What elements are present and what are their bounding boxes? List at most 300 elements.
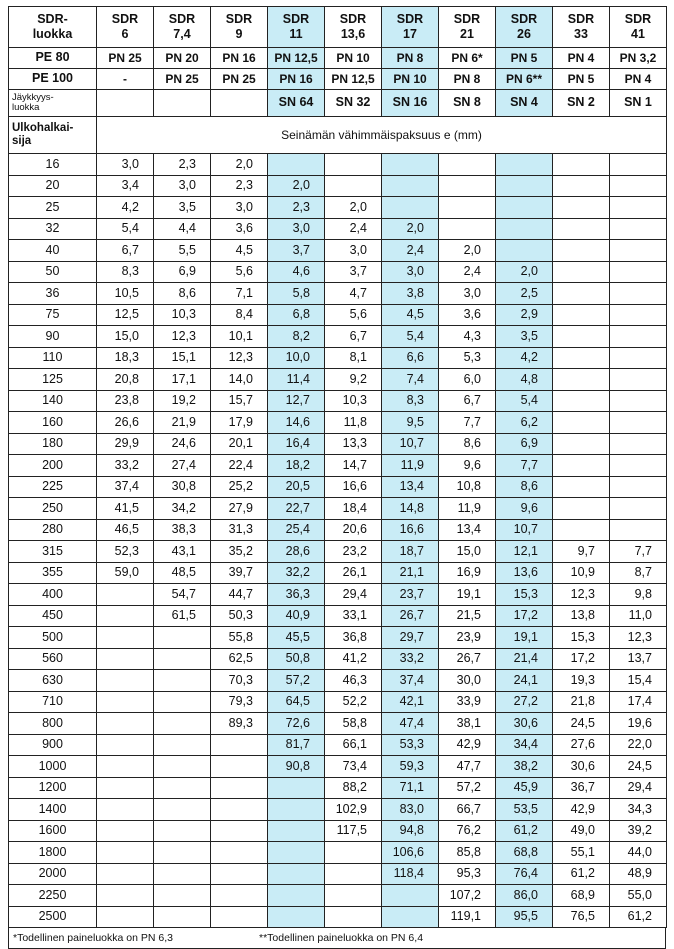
wall-thickness-cell — [610, 154, 667, 176]
wall-thickness-cell: 5,5 — [154, 240, 211, 262]
wall-thickness-cell — [610, 326, 667, 348]
wall-thickness-cell — [553, 390, 610, 412]
wall-thickness-cell: 12,3 — [610, 627, 667, 649]
wall-thickness-cell — [97, 648, 154, 670]
wall-thickness-cell: 5,6 — [211, 261, 268, 283]
wall-thickness-cell: 4,4 — [154, 218, 211, 240]
wall-thickness-cell: 2,4 — [382, 240, 439, 262]
outer-diameter-cell: 2250 — [9, 885, 97, 907]
sdr-header-17 — [382, 7, 439, 48]
table-row — [9, 154, 667, 176]
stiffness-sn-cell — [154, 90, 211, 117]
wall-thickness-caption: Seinämän vähimmäispaksuus e (mm) — [97, 117, 667, 154]
wall-thickness-cell — [439, 197, 496, 219]
wall-thickness-cell — [553, 261, 610, 283]
wall-thickness-cell: 6,0 — [439, 369, 496, 391]
wall-thickness-cell: 21,5 — [439, 605, 496, 627]
wall-thickness-cell: 13,6 — [496, 562, 553, 584]
wall-thickness-cell — [496, 154, 553, 176]
wall-thickness-cell — [154, 906, 211, 928]
pe100-pn-cell: PN 16 — [268, 69, 325, 90]
wall-thickness-cell — [211, 734, 268, 756]
outer-diameter-cell: 180 — [9, 433, 97, 455]
outer-diameter-cell: 20 — [9, 175, 97, 197]
sdr-header-26 — [496, 7, 553, 48]
wall-thickness-cell: 66,1 — [325, 734, 382, 756]
wall-thickness-cell — [211, 799, 268, 821]
wall-thickness-cell — [382, 154, 439, 176]
wall-thickness-cell: 12,7 — [268, 390, 325, 412]
pe100-pn-cell: PN 25 — [154, 69, 211, 90]
wall-thickness-cell: 24,5 — [610, 756, 667, 778]
wall-thickness-cell: 16,4 — [268, 433, 325, 455]
wall-thickness-cell: 7,7 — [496, 455, 553, 477]
wall-thickness-cell — [154, 820, 211, 842]
wall-thickness-cell: 28,6 — [268, 541, 325, 563]
wall-thickness-cell: 50,3 — [211, 605, 268, 627]
wall-thickness-cell: 4,5 — [211, 240, 268, 262]
wall-thickness-cell: 30,8 — [154, 476, 211, 498]
wall-thickness-cell — [382, 885, 439, 907]
wall-thickness-cell: 2,0 — [496, 261, 553, 283]
wall-thickness-cell: 102,9 — [325, 799, 382, 821]
table-row — [9, 541, 667, 563]
wall-thickness-cell: 61,2 — [496, 820, 553, 842]
table-row — [9, 820, 667, 842]
wall-thickness-cell: 24,1 — [496, 670, 553, 692]
table-row — [9, 863, 667, 885]
wall-thickness-cell: 3,6 — [211, 218, 268, 240]
wall-thickness-cell: 38,1 — [439, 713, 496, 735]
wall-thickness-cell — [97, 863, 154, 885]
sdr-header-6 — [97, 7, 154, 48]
wall-thickness-cell — [154, 670, 211, 692]
wall-thickness-cell: 19,2 — [154, 390, 211, 412]
wall-thickness-cell: 3,4 — [97, 175, 154, 197]
wall-thickness-cell — [97, 627, 154, 649]
table-row — [9, 390, 667, 412]
wall-thickness-cell: 33,1 — [325, 605, 382, 627]
wall-thickness-cell — [439, 154, 496, 176]
wall-thickness-cell: 10,1 — [211, 326, 268, 348]
table-row — [9, 799, 667, 821]
pe100-row — [9, 69, 667, 90]
sdr-header-top: SDR — [168, 12, 196, 26]
wall-thickness-cell: 2,3 — [268, 197, 325, 219]
wall-thickness-cell — [211, 842, 268, 864]
wall-thickness-cell — [97, 756, 154, 778]
wall-thickness-cell: 20,1 — [211, 433, 268, 455]
outer-diameter-cell: 40 — [9, 240, 97, 262]
wall-thickness-cell: 29,9 — [97, 433, 154, 455]
wall-thickness-cell: 33,2 — [97, 455, 154, 477]
wall-thickness-cell: 22,7 — [268, 498, 325, 520]
wall-thickness-cell: 15,3 — [553, 627, 610, 649]
wall-thickness-cell — [268, 777, 325, 799]
stiffness-class-label — [9, 90, 97, 117]
wall-thickness-cell: 42,1 — [382, 691, 439, 713]
wall-thickness-cell — [439, 218, 496, 240]
wall-thickness-cell: 34,4 — [496, 734, 553, 756]
wall-thickness-cell: 3,7 — [325, 261, 382, 283]
table-row — [9, 218, 667, 240]
wall-thickness-cell: 17,2 — [553, 648, 610, 670]
stiffness-sn-cell — [97, 90, 154, 117]
wall-thickness-cell — [610, 261, 667, 283]
pe100-pn-cell: PN 6** — [496, 69, 553, 90]
pe80-pn-cell: PN 20 — [154, 48, 211, 69]
wall-thickness-cell: 15,7 — [211, 390, 268, 412]
table-row — [9, 197, 667, 219]
wall-thickness-cell: 19,6 — [610, 713, 667, 735]
table-row — [9, 842, 667, 864]
wall-thickness-cell: 8,6 — [496, 476, 553, 498]
outer-diameter-cell: 200 — [9, 455, 97, 477]
wall-thickness-cell — [211, 906, 268, 928]
table-row — [9, 304, 667, 326]
wall-thickness-cell — [154, 863, 211, 885]
wall-thickness-cell — [268, 906, 325, 928]
outer-diameter-cell: 280 — [9, 519, 97, 541]
wall-thickness-cell: 48,5 — [154, 562, 211, 584]
wall-thickness-cell — [610, 283, 667, 305]
wall-thickness-cell: 66,7 — [439, 799, 496, 821]
wall-thickness-cell: 9,6 — [439, 455, 496, 477]
pe80-pn-cell: PN 4 — [553, 48, 610, 69]
wall-thickness-cell — [553, 240, 610, 262]
wall-thickness-cell — [325, 154, 382, 176]
sdr-class-label — [9, 7, 97, 48]
wall-thickness-cell: 25,4 — [268, 519, 325, 541]
wall-thickness-cell — [496, 240, 553, 262]
wall-thickness-table — [8, 6, 667, 928]
outer-diameter-cell: 400 — [9, 584, 97, 606]
wall-thickness-cell: 8,3 — [97, 261, 154, 283]
table-row — [9, 240, 667, 262]
table-row — [9, 283, 667, 305]
wall-thickness-cell: 24,5 — [553, 713, 610, 735]
wall-thickness-cell — [553, 283, 610, 305]
wall-thickness-cell — [211, 756, 268, 778]
wall-thickness-cell — [610, 175, 667, 197]
wall-thickness-cell: 59,3 — [382, 756, 439, 778]
wall-thickness-cell: 8,7 — [610, 562, 667, 584]
wall-thickness-cell — [553, 218, 610, 240]
wall-thickness-cell: 23,8 — [97, 390, 154, 412]
wall-thickness-cell: 26,7 — [439, 648, 496, 670]
wall-thickness-cell: 15,3 — [496, 584, 553, 606]
wall-thickness-cell — [268, 885, 325, 907]
wall-thickness-cell: 3,0 — [439, 283, 496, 305]
wall-thickness-cell — [154, 756, 211, 778]
wall-thickness-cell: 32,2 — [268, 562, 325, 584]
wall-thickness-cell: 42,9 — [439, 734, 496, 756]
pe80-row — [9, 48, 667, 69]
outer-diameter-cell: 250 — [9, 498, 97, 520]
wall-thickness-cell: 55,0 — [610, 885, 667, 907]
wall-thickness-cell: 10,0 — [268, 347, 325, 369]
stiffness-sn-cell: SN 16 — [382, 90, 439, 117]
wall-thickness-cell: 10,3 — [154, 304, 211, 326]
wall-thickness-cell: 17,2 — [496, 605, 553, 627]
wall-thickness-cell — [610, 347, 667, 369]
wall-thickness-cell: 18,3 — [97, 347, 154, 369]
wall-thickness-cell: 25,2 — [211, 476, 268, 498]
wall-thickness-cell: 55,8 — [211, 627, 268, 649]
pipe-dimension-table-sheet — [8, 6, 666, 949]
wall-thickness-cell — [97, 842, 154, 864]
outer-diameter-cell: 32 — [9, 218, 97, 240]
wall-thickness-cell: 83,0 — [382, 799, 439, 821]
wall-thickness-cell: 50,8 — [268, 648, 325, 670]
stiffness-sn-cell: SN 8 — [439, 90, 496, 117]
wall-thickness-cell: 29,4 — [610, 777, 667, 799]
wall-thickness-cell — [154, 627, 211, 649]
wall-thickness-cell: 2,0 — [439, 240, 496, 262]
wall-thickness-cell: 34,2 — [154, 498, 211, 520]
wall-thickness-cell — [268, 154, 325, 176]
table-row — [9, 347, 667, 369]
outer-diameter-cell: 1600 — [9, 820, 97, 842]
pe100-pn-cell: PN 8 — [439, 69, 496, 90]
wall-thickness-cell: 10,7 — [496, 519, 553, 541]
wall-thickness-cell: 53,3 — [382, 734, 439, 756]
wall-thickness-cell: 4,7 — [325, 283, 382, 305]
wall-thickness-cell: 59,0 — [97, 562, 154, 584]
sdr-header-41 — [610, 7, 667, 48]
wall-thickness-cell: 3,8 — [382, 283, 439, 305]
wall-thickness-cell: 117,5 — [325, 820, 382, 842]
pe80-pn-cell: PN 6* — [439, 48, 496, 69]
pe80-pn-cell: PN 25 — [97, 48, 154, 69]
wall-thickness-cell — [553, 197, 610, 219]
wall-thickness-cell — [553, 498, 610, 520]
wall-thickness-cell — [496, 218, 553, 240]
wall-thickness-cell: 17,4 — [610, 691, 667, 713]
wall-thickness-cell: 53,5 — [496, 799, 553, 821]
wall-thickness-cell: 49,0 — [553, 820, 610, 842]
wall-thickness-cell — [154, 648, 211, 670]
wall-thickness-cell: 5,4 — [382, 326, 439, 348]
sdr-header-value: 17 — [403, 27, 417, 41]
sdr-header-33 — [553, 7, 610, 48]
wall-thickness-cell: 23,2 — [325, 541, 382, 563]
wall-thickness-cell: 2,0 — [382, 218, 439, 240]
stiffness-sn-cell: SN 64 — [268, 90, 325, 117]
wall-thickness-cell — [154, 777, 211, 799]
wall-thickness-cell: 79,3 — [211, 691, 268, 713]
stiffness-class-row — [9, 90, 667, 117]
wall-thickness-cell: 9,6 — [496, 498, 553, 520]
diameter-label-line1: Ulkohalkai- — [12, 122, 74, 134]
outer-diameter-cell: 1800 — [9, 842, 97, 864]
wall-thickness-cell: 16,9 — [439, 562, 496, 584]
pe100-pn-cell: PN 10 — [382, 69, 439, 90]
wall-thickness-cell: 6,2 — [496, 412, 553, 434]
stiffness-sn-cell: SN 1 — [610, 90, 667, 117]
wall-thickness-cell: 14,8 — [382, 498, 439, 520]
outer-diameter-cell: 50 — [9, 261, 97, 283]
wall-thickness-cell: 26,7 — [382, 605, 439, 627]
wall-thickness-cell: 29,7 — [382, 627, 439, 649]
pe80-label: PE 80 — [9, 48, 97, 69]
outer-diameter-cell: 1400 — [9, 799, 97, 821]
wall-thickness-cell: 90,8 — [268, 756, 325, 778]
wall-thickness-cell: 30,6 — [496, 713, 553, 735]
sdr-header-value: 11 — [289, 27, 303, 41]
wall-thickness-cell: 21,9 — [154, 412, 211, 434]
wall-thickness-cell: 81,7 — [268, 734, 325, 756]
wall-thickness-cell: 76,4 — [496, 863, 553, 885]
wall-thickness-cell: 14,7 — [325, 455, 382, 477]
sdr-header-value: 26 — [517, 27, 531, 41]
wall-thickness-cell: 9,2 — [325, 369, 382, 391]
wall-thickness-cell: 27,4 — [154, 455, 211, 477]
wall-thickness-cell: 3,6 — [439, 304, 496, 326]
sdr-header-top: SDR — [624, 12, 652, 26]
wall-thickness-cell: 23,9 — [439, 627, 496, 649]
wall-thickness-cell — [154, 885, 211, 907]
sdr-header-value: 6 — [121, 27, 129, 41]
wall-thickness-cell: 6,8 — [268, 304, 325, 326]
wall-thickness-cell — [553, 347, 610, 369]
wall-thickness-cell: 4,8 — [496, 369, 553, 391]
wall-thickness-cell — [325, 842, 382, 864]
wall-thickness-cell: 44,7 — [211, 584, 268, 606]
wall-thickness-cell — [382, 197, 439, 219]
table-row — [9, 777, 667, 799]
wall-thickness-cell: 42,9 — [553, 799, 610, 821]
wall-thickness-cell: 89,3 — [211, 713, 268, 735]
wall-thickness-cell: 22,0 — [610, 734, 667, 756]
table-row — [9, 713, 667, 735]
wall-thickness-cell: 13,4 — [439, 519, 496, 541]
wall-thickness-cell: 8,2 — [268, 326, 325, 348]
wall-thickness-cell: 62,5 — [211, 648, 268, 670]
wall-thickness-cell: 118,4 — [382, 863, 439, 885]
sdr-header-value: 21 — [460, 27, 474, 41]
wall-thickness-cell: 17,1 — [154, 369, 211, 391]
table-row — [9, 562, 667, 584]
wall-thickness-cell: 13,8 — [553, 605, 610, 627]
wall-thickness-cell: 41,2 — [325, 648, 382, 670]
wall-thickness-cell — [325, 863, 382, 885]
wall-thickness-cell: 73,4 — [325, 756, 382, 778]
wall-thickness-cell: 18,2 — [268, 455, 325, 477]
sdr-header-value: 33 — [574, 27, 588, 41]
pe100-label: PE 100 — [9, 69, 97, 90]
wall-thickness-cell: 46,3 — [325, 670, 382, 692]
wall-thickness-cell: 2,3 — [154, 154, 211, 176]
outer-diameter-cell: 110 — [9, 347, 97, 369]
wall-thickness-cell — [325, 885, 382, 907]
pe80-pn-cell: PN 3,2 — [610, 48, 667, 69]
wall-thickness-cell: 41,5 — [97, 498, 154, 520]
wall-thickness-cell: 61,5 — [154, 605, 211, 627]
table-row — [9, 691, 667, 713]
wall-thickness-cell: 6,7 — [439, 390, 496, 412]
wall-thickness-cell — [97, 799, 154, 821]
table-row — [9, 175, 667, 197]
wall-thickness-cell: 34,3 — [610, 799, 667, 821]
wall-thickness-cell: 6,7 — [325, 326, 382, 348]
wall-thickness-cell: 6,6 — [382, 347, 439, 369]
wall-thickness-cell: 5,4 — [496, 390, 553, 412]
wall-thickness-cell: 15,4 — [610, 670, 667, 692]
outer-diameter-cell: 225 — [9, 476, 97, 498]
footnotes — [8, 928, 666, 949]
outer-diameter-cell: 1200 — [9, 777, 97, 799]
wall-thickness-cell: 4,5 — [382, 304, 439, 326]
wall-thickness-cell: 39,2 — [610, 820, 667, 842]
wall-thickness-cell: 21,8 — [553, 691, 610, 713]
wall-thickness-cell: 3,7 — [268, 240, 325, 262]
wall-thickness-cell: 19,3 — [553, 670, 610, 692]
table-row — [9, 519, 667, 541]
wall-thickness-cell: 57,2 — [268, 670, 325, 692]
wall-thickness-cell: 4,2 — [97, 197, 154, 219]
wall-thickness-cell — [553, 154, 610, 176]
wall-thickness-cell: 88,2 — [325, 777, 382, 799]
wall-thickness-cell: 6,9 — [154, 261, 211, 283]
wall-thickness-cell: 4,6 — [268, 261, 325, 283]
wall-thickness-cell: 27,6 — [553, 734, 610, 756]
wall-thickness-cell: 15,1 — [154, 347, 211, 369]
wall-thickness-cell: 95,3 — [439, 863, 496, 885]
wall-thickness-cell: 31,3 — [211, 519, 268, 541]
sdr-header-value: 7,4 — [173, 27, 191, 41]
wall-thickness-cell: 17,9 — [211, 412, 268, 434]
wall-thickness-cell — [610, 304, 667, 326]
wall-thickness-cell: 44,0 — [610, 842, 667, 864]
wall-thickness-cell: 35,2 — [211, 541, 268, 563]
table-row — [9, 433, 667, 455]
wall-thickness-cell — [496, 197, 553, 219]
table-row — [9, 670, 667, 692]
wall-thickness-cell: 14,0 — [211, 369, 268, 391]
wall-thickness-cell: 24,6 — [154, 433, 211, 455]
wall-thickness-cell: 86,0 — [496, 885, 553, 907]
outer-diameter-cell: 25 — [9, 197, 97, 219]
wall-thickness-cell: 76,5 — [553, 906, 610, 928]
wall-thickness-cell: 33,9 — [439, 691, 496, 713]
wall-thickness-cell — [553, 175, 610, 197]
pe80-pn-cell: PN 16 — [211, 48, 268, 69]
wall-thickness-cell — [97, 777, 154, 799]
wall-thickness-cell: 13,3 — [325, 433, 382, 455]
wall-thickness-cell — [154, 691, 211, 713]
sdr-label-line2: luokka — [32, 27, 73, 41]
wall-thickness-cell: 8,6 — [439, 433, 496, 455]
table-row — [9, 261, 667, 283]
wall-thickness-cell — [382, 906, 439, 928]
sdr-header-top: SDR — [567, 12, 595, 26]
wall-thickness-cell: 5,8 — [268, 283, 325, 305]
outer-diameter-cell: 140 — [9, 390, 97, 412]
wall-thickness-cell — [211, 885, 268, 907]
outer-diameter-cell: 800 — [9, 713, 97, 735]
wall-thickness-cell: 5,3 — [439, 347, 496, 369]
outer-diameter-cell: 500 — [9, 627, 97, 649]
wall-thickness-cell: 2,4 — [439, 261, 496, 283]
wall-thickness-cell — [211, 777, 268, 799]
wall-thickness-cell: 45,5 — [268, 627, 325, 649]
wall-thickness-cell — [97, 820, 154, 842]
wall-thickness-cell: 22,4 — [211, 455, 268, 477]
wall-thickness-cell: 12,3 — [211, 347, 268, 369]
wall-thickness-cell: 3,0 — [154, 175, 211, 197]
wall-thickness-cell: 106,6 — [382, 842, 439, 864]
